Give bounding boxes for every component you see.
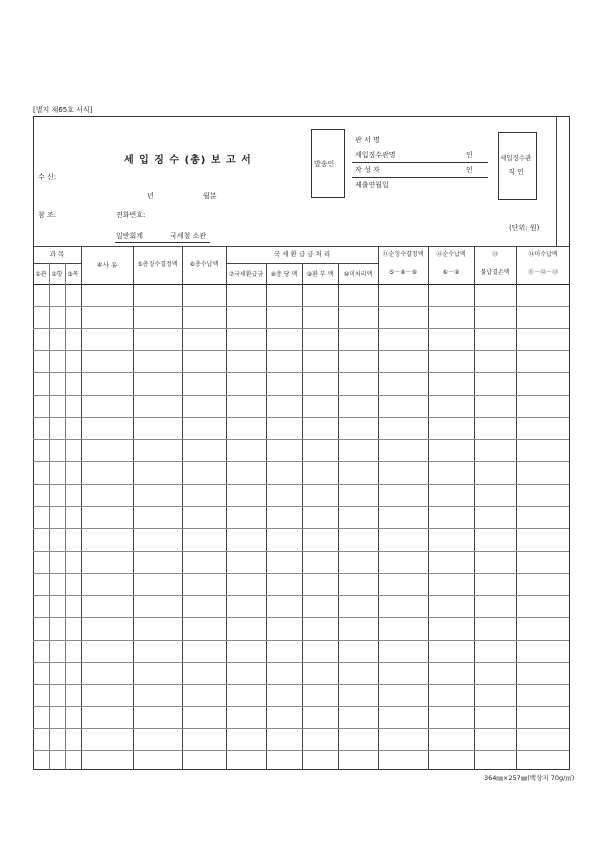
unit-label: (단위: 원) [509, 224, 540, 232]
phone-label: 전화번호: [116, 211, 146, 219]
table-row [33, 506, 569, 507]
table-row [33, 573, 569, 574]
col-mok-header: ③목 [67, 271, 79, 278]
month-label: 월분 [203, 192, 217, 200]
col-reason-header: ④사 유 [96, 261, 118, 269]
officer-seal-line1: 세입징수관 [500, 154, 532, 162]
col-13-header: ⑬ [491, 251, 498, 258]
table-row [33, 706, 569, 707]
writer-label: 작 성 자 [355, 166, 380, 174]
col-gwan-header: ①관 [35, 271, 47, 278]
subject-group-header: 과 목 [49, 250, 65, 258]
recipient-label: 수 신: [38, 173, 57, 181]
col-loss-header: 불납결손액 [480, 269, 510, 276]
paper-spec: 364㎜×257㎜(백상지 70g/㎡) [484, 774, 575, 782]
col-unpaid-header: ⑭미수납액 [528, 251, 558, 258]
form-number: [별지 제65호 서식] [33, 106, 93, 114]
account-label: 일반회계 [116, 232, 144, 240]
officer-seal-line2: 직 인 [508, 168, 524, 176]
table-row [33, 617, 569, 618]
table-row [33, 684, 569, 685]
table-row [33, 750, 569, 751]
form-title: 세 입 징 수 (총) 보 고 서 [124, 155, 252, 166]
office-name-label: 관 서 명 [355, 136, 380, 144]
table-row [33, 551, 569, 552]
table-row [33, 662, 569, 663]
issuer-stamp-label: 발송인 [314, 160, 335, 168]
officer-seal-box [498, 132, 537, 200]
table-row [33, 350, 569, 351]
seal-mark-2: 인 [466, 166, 473, 174]
year-label: 년 [147, 192, 154, 200]
table-row [33, 461, 569, 462]
table-row [33, 395, 569, 396]
ref-label: 참 조: [38, 211, 57, 219]
table-row [33, 528, 569, 529]
col-returned-header: ⑨환 부 액 [306, 271, 334, 278]
table-row [33, 372, 569, 373]
table-row [33, 484, 569, 485]
refund-group-header: 국 세 환 급 금 처 리 [273, 250, 331, 258]
col-hang-header: ②항 [51, 271, 63, 278]
table-row [33, 595, 569, 596]
table-row [33, 328, 569, 329]
table-row [33, 439, 569, 440]
col-net-received-header: ⑫순수납액 [436, 251, 466, 258]
formula-net-assess: ⑤－⑧－⑨ [388, 269, 418, 276]
table-row [33, 640, 569, 641]
table-row [33, 306, 569, 307]
table-row [33, 417, 569, 418]
table-row [33, 728, 569, 729]
col-offset-header: ⑧충 당 액 [270, 271, 298, 278]
submit-date-label: 제출연월일 [355, 181, 389, 189]
formula-net-received: ⑥－⑨ [442, 269, 460, 276]
formula-unpaid: ⑪－⑫－⑬ [527, 269, 558, 276]
seal-mark-1: 인 [466, 151, 473, 159]
col-total-assess-header: ⑤총징수결정액 [137, 261, 178, 268]
col-total-received-header: ⑥총수납액 [189, 261, 219, 268]
col-unprocessed-header: ⑩미처리액 [343, 271, 373, 278]
office-label: 국세청 소관 [170, 232, 207, 240]
col-refund-header: ⑦국세환급금 [228, 271, 264, 278]
officer-name-label: 세입징수관명 [355, 151, 396, 159]
col-net-assess-header: ⑪순징수결정액 [382, 251, 424, 258]
